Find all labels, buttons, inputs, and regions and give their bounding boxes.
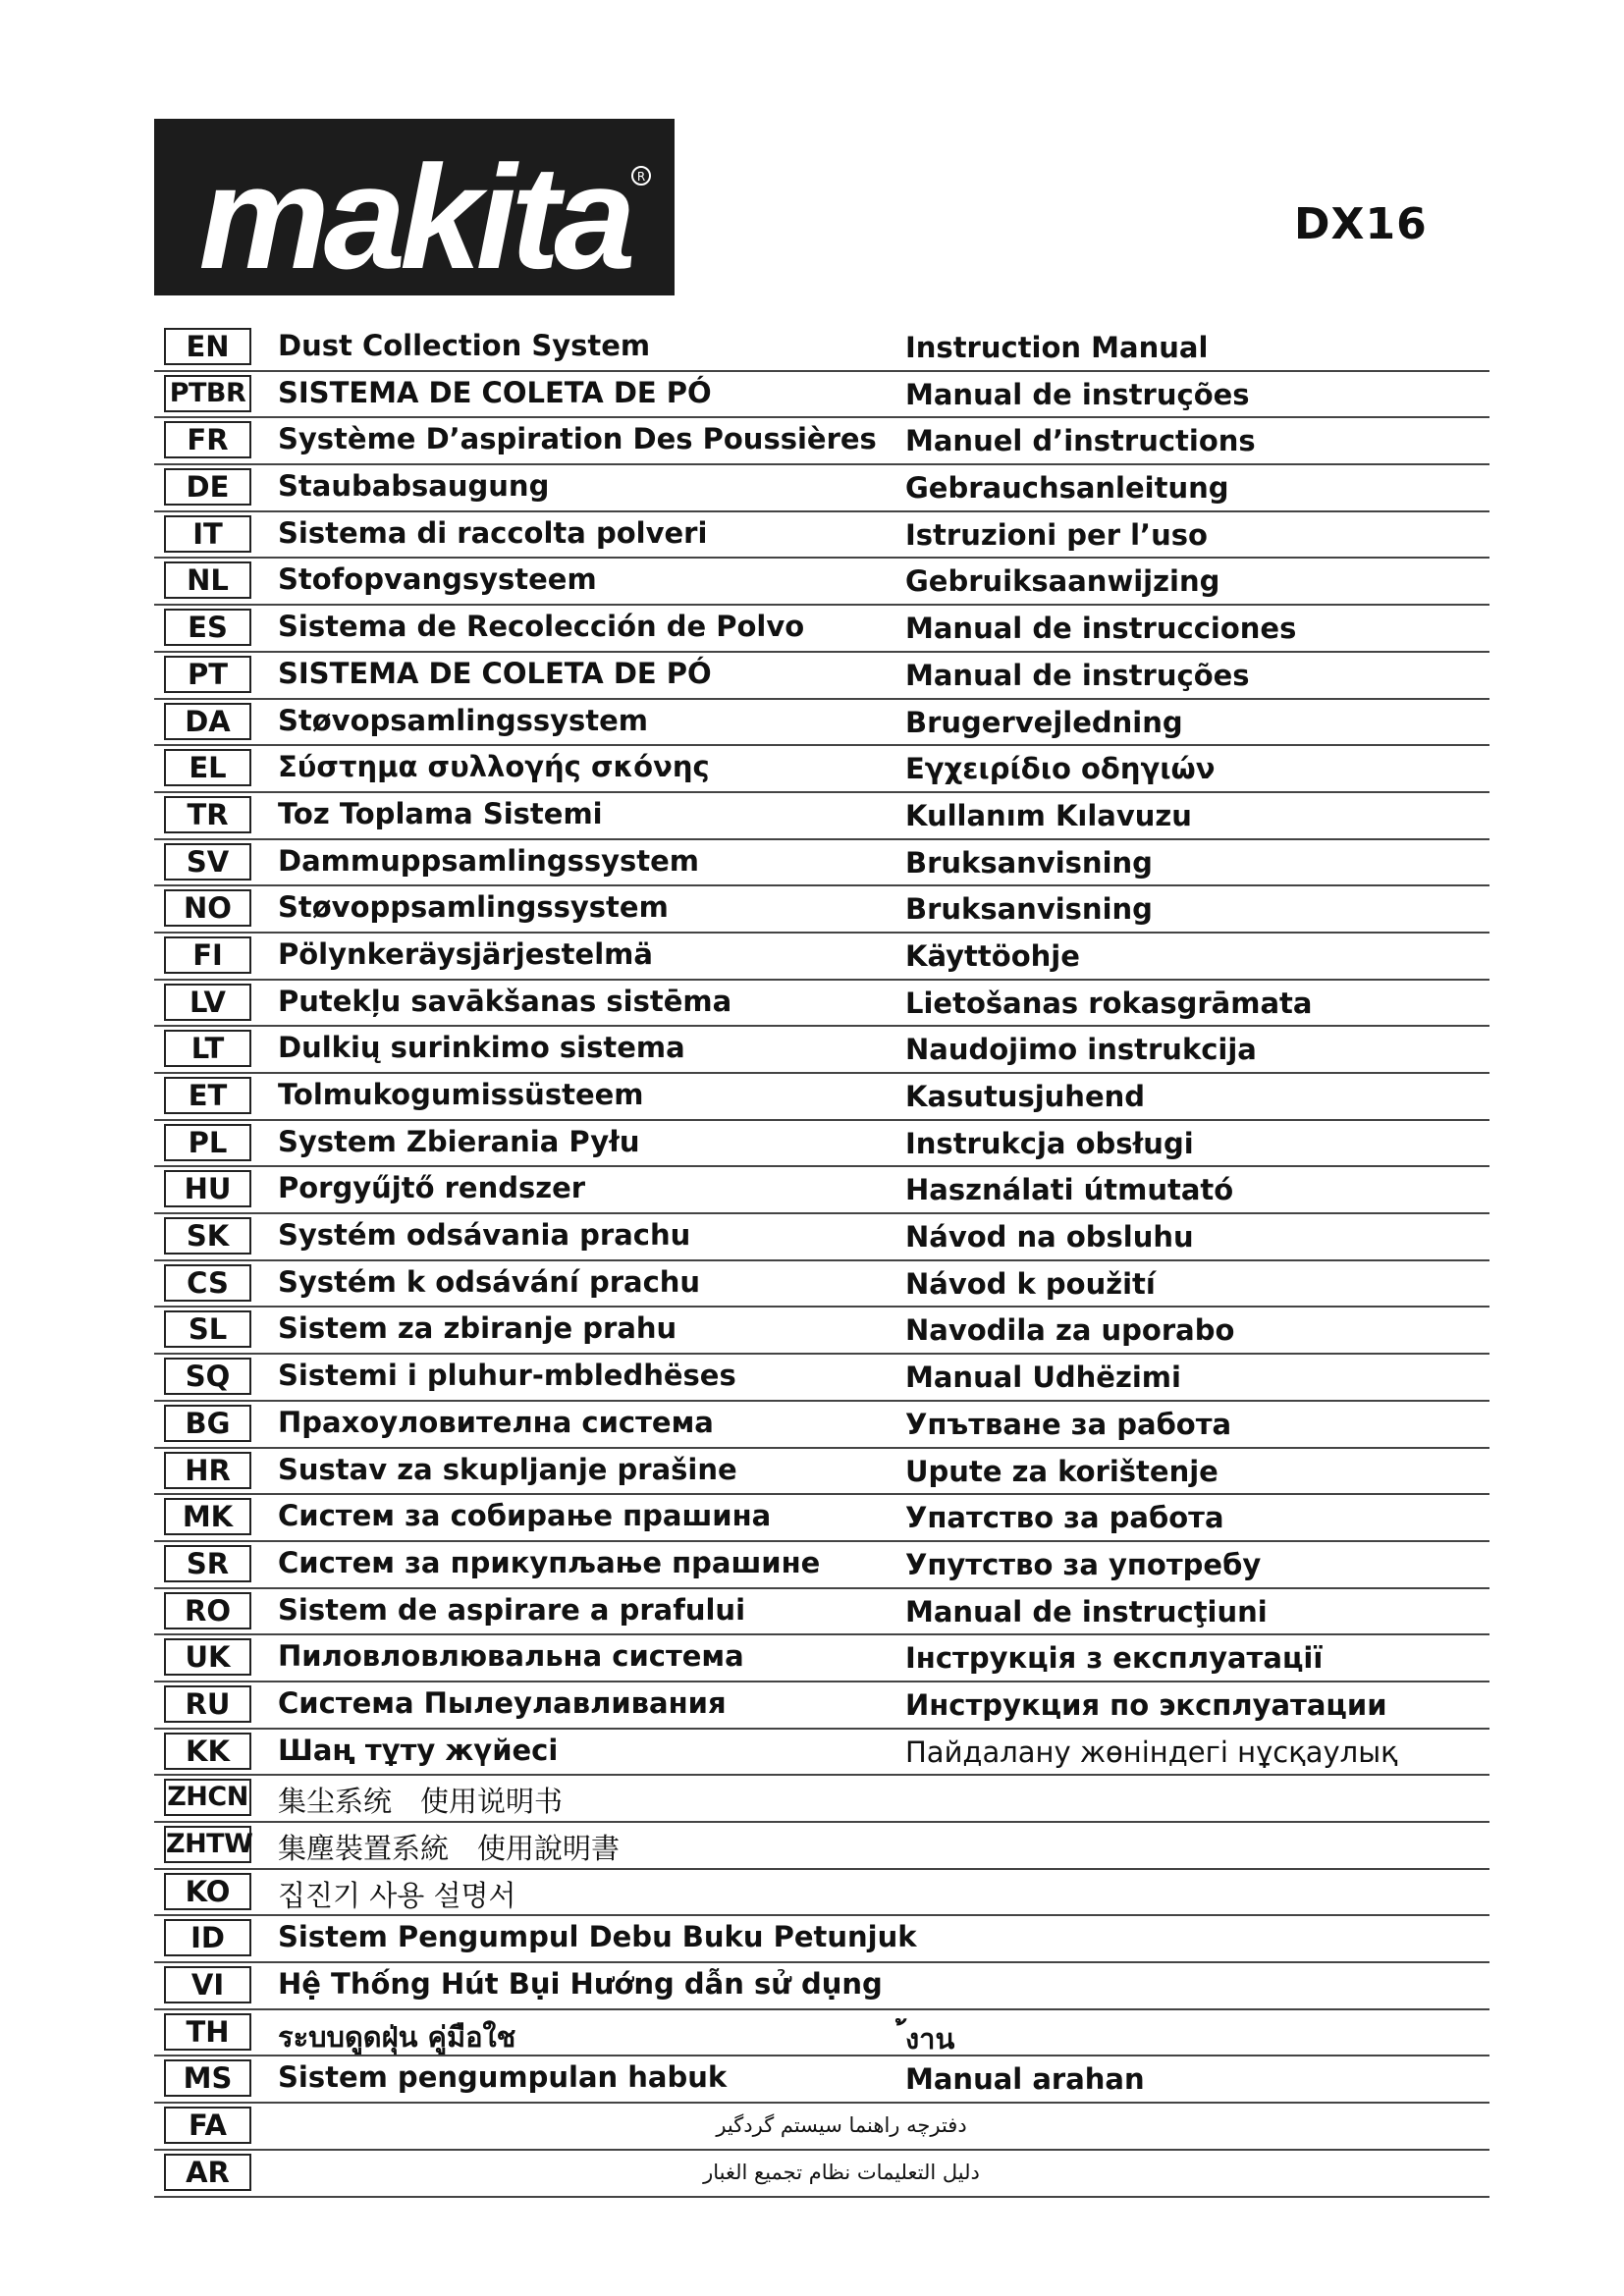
language-code: RO [164, 1592, 251, 1629]
language-code: HR [164, 1452, 251, 1489]
manual-title: Bruksanvisning [905, 892, 1153, 927]
language-row-nl [154, 559, 1489, 606]
language-code: FA [164, 2107, 251, 2144]
language-code: PL [164, 1124, 251, 1161]
language-row-da [154, 700, 1489, 747]
rtl-title: دفترچه راهنما سیستم گردگیر [716, 2113, 967, 2138]
product-title: Система Пылеулавливания [278, 1685, 727, 1720]
language-row-sk [154, 1214, 1489, 1261]
product-title: Sistema di raccolta polveri [278, 515, 708, 550]
product-title: Hệ Thống Hút Bụi Hướng dẫn sử dụng [278, 1967, 883, 2002]
product-title: Sistem za zbiranje prahu [278, 1311, 677, 1346]
language-code: SV [164, 843, 251, 881]
product-title: Støvoppsamlingssystem [278, 890, 669, 925]
product-title: Прахоуловителна система [278, 1405, 714, 1439]
manual-title: Kasutusjuhend [905, 1080, 1146, 1113]
product-title: SISTEMA DE COLETA DE PÓ [278, 375, 712, 409]
language-code: LV [164, 984, 251, 1021]
language-row-en [154, 325, 1489, 372]
language-code: KK [164, 1733, 251, 1770]
manual-title: Kullanım Kılavuzu [905, 798, 1192, 832]
language-code: NL [164, 561, 251, 599]
language-row-es [154, 606, 1489, 653]
language-code: ET [164, 1077, 251, 1114]
product-title: Sustav za skupljanje prašine [278, 1452, 737, 1486]
product-title: Pölynkeräysjärjestelmä [278, 936, 653, 971]
product-title: Système D’aspiration Des Poussières [278, 422, 877, 456]
manual-title: ้งาน [905, 2021, 955, 2056]
language-row-lt [154, 1027, 1489, 1074]
product-title: Пиловловлювальна система [278, 1639, 744, 1674]
language-code: IT [164, 515, 251, 553]
svg-text:R: R [636, 170, 646, 184]
language-row-sq [154, 1355, 1489, 1402]
language-code: FI [164, 936, 251, 974]
product-title: Sistema de Recolección de Polvo [278, 610, 805, 644]
language-row-vi [154, 1963, 1489, 2010]
manual-title: Manual de instruções [905, 377, 1250, 411]
language-row-ko [154, 1870, 1489, 1917]
product-title: ระบบดูดฝุ่น คู่มือใช [278, 2019, 516, 2054]
makita-logo [154, 119, 675, 295]
manual-title: Upute za korištenje [905, 1454, 1218, 1488]
language-row-ptbr [154, 372, 1489, 419]
manual-title: Manual de instruções [905, 658, 1250, 692]
language-code: MK [164, 1498, 251, 1535]
language-row-fi [154, 934, 1489, 981]
language-row-id [154, 1916, 1489, 1963]
product-title: Støvopsamlingssystem [278, 703, 649, 737]
language-code: DA [164, 703, 251, 740]
manual-title: Manuel d’instructions [905, 424, 1256, 458]
language-code: SQ [164, 1358, 251, 1395]
product-title: Dulkių surinkimo sistema [278, 1031, 685, 1065]
product-title: Sistem de aspirare a prafului [278, 1592, 746, 1627]
language-row-de [154, 465, 1489, 512]
manual-title: Návod k použití [905, 1266, 1156, 1301]
language-row-pt [154, 653, 1489, 700]
language-code: NO [164, 889, 251, 927]
language-code: VI [164, 1966, 251, 2003]
manual-title: Návod na obsluhu [905, 1220, 1194, 1255]
language-code: CS [164, 1264, 251, 1302]
language-code: UK [164, 1638, 251, 1676]
product-title: Шаң тұту жүйесі [278, 1733, 559, 1767]
product-title: Σύστημα συλλογής σκόνης [278, 750, 710, 784]
language-code: KO [164, 1873, 251, 1910]
language-code: MS [164, 2059, 251, 2097]
manual-title: Navodila za uporabo [905, 1313, 1235, 1348]
product-title: 集塵裝置系統 使用說明書 [278, 1832, 621, 1865]
product-title: Dammuppsamlingssystem [278, 843, 700, 878]
product-title: Sistem pengumpulan habuk [278, 2060, 728, 2095]
language-code: ZHTW [164, 1826, 251, 1863]
language-row-mk [154, 1495, 1489, 1542]
language-row-it [154, 512, 1489, 560]
manual-title: Manual de instrucciones [905, 612, 1297, 646]
language-row-zhtw [154, 1823, 1489, 1870]
product-title: Dust Collection System [278, 329, 651, 362]
language-row-uk [154, 1635, 1489, 1682]
language-code: AR [164, 2154, 251, 2191]
language-code: BG [164, 1405, 251, 1442]
language-row-sr [154, 1542, 1489, 1589]
language-code: EL [164, 749, 251, 786]
manual-title: Bruksanvisning [905, 845, 1153, 880]
language-list [154, 325, 1489, 2198]
language-row-sl [154, 1308, 1489, 1355]
product-title: Sistemi i pluhur-mbledhëses [278, 1359, 736, 1393]
language-row-no [154, 886, 1489, 934]
manual-title: Пайдалану жөніндегі нұсқаулық [905, 1735, 1398, 1769]
language-code: ES [164, 609, 251, 646]
product-title: Tolmukogumissüsteem [278, 1078, 644, 1111]
language-row-el [154, 746, 1489, 793]
language-code: HU [164, 1170, 251, 1207]
language-code: SR [164, 1545, 251, 1582]
language-code: ID [164, 1919, 251, 1956]
manual-title: Упътване за работа [905, 1407, 1232, 1441]
language-row-tr [154, 793, 1489, 840]
product-title: Систем за прикупљање прашине [278, 1545, 821, 1579]
language-row-fr [154, 418, 1489, 465]
language-row-kk [154, 1730, 1489, 1777]
manual-title: Інструкція з експлуатації [905, 1641, 1324, 1676]
manual-title: Instruction Manual [905, 331, 1209, 364]
product-title: SISTEMA DE COLETA DE PÓ [278, 656, 712, 690]
language-row-et [154, 1074, 1489, 1121]
product-title: Sistem Pengumpul Debu Buku Petunjuk [278, 1920, 917, 1954]
manual-title: Lietošanas rokasgrāmata [905, 986, 1313, 1020]
manual-title: Gebruiksaanwijzing [905, 564, 1220, 599]
manual-title: Instrukcja obsługi [905, 1126, 1194, 1160]
product-title: 集尘系统 使用说明书 [278, 1785, 564, 1819]
manual-title: Εγχειρίδιο οδηγιών [905, 752, 1216, 786]
language-row-cs [154, 1261, 1489, 1308]
language-code: SL [164, 1310, 251, 1348]
product-title: Porgyűjtő rendszer [278, 1171, 586, 1205]
product-title: Putekļu savākšanas sistēma [278, 984, 732, 1018]
language-code: DE [164, 468, 251, 506]
language-code: ZHCN [164, 1779, 251, 1816]
manual-title: Istruzioni per l’uso [905, 517, 1208, 552]
manual-title: Упутство за употребу [905, 1547, 1262, 1581]
manual-title: Упатство за работа [905, 1501, 1224, 1535]
rtl-title: دليل التعليمات نظام تجميع الغبار [703, 2160, 980, 2184]
product-title: Stofopvangsysteem [278, 562, 597, 597]
language-row-hu [154, 1167, 1489, 1214]
language-row-hr [154, 1449, 1489, 1496]
language-code: TR [164, 796, 251, 833]
product-title: Systém k odsávání prachu [278, 1264, 701, 1299]
language-code: SK [164, 1217, 251, 1255]
language-row-lv [154, 981, 1489, 1028]
language-row-zhcn [154, 1776, 1489, 1823]
language-code: EN [164, 328, 251, 365]
manual-title: Használati útmutató [905, 1173, 1234, 1207]
manual-title: Manual de instrucţiuni [905, 1594, 1268, 1629]
manual-title: Manual Udhëzimi [905, 1361, 1181, 1395]
product-title: Toz Toplama Sistemi [278, 796, 603, 830]
manual-title: Brugervejledning [905, 705, 1183, 739]
language-row-sv [154, 840, 1489, 887]
language-code: TH [164, 2013, 251, 2051]
language-code: PT [164, 656, 251, 693]
language-code: PTBR [164, 375, 251, 412]
manual-title: Gebrauchsanleitung [905, 471, 1229, 506]
language-row-ms [154, 2056, 1489, 2104]
language-code: RU [164, 1685, 251, 1723]
svg-text:makita: makita [198, 134, 630, 295]
model-number: DX16 [1294, 199, 1428, 249]
language-row-ru [154, 1682, 1489, 1730]
language-row-pl [154, 1121, 1489, 1168]
language-code: FR [164, 421, 251, 458]
language-row-ro [154, 1589, 1489, 1636]
language-row-ar [154, 2151, 1489, 2198]
language-row-fa [154, 2104, 1489, 2151]
manual-title: Naudojimo instrukcija [905, 1033, 1257, 1067]
product-title: Staubabsaugung [278, 469, 550, 504]
product-title: Systém odsávania prachu [278, 1218, 691, 1253]
manual-title: Manual arahan [905, 2062, 1145, 2097]
manual-title: Инструкция по эксплуатации [905, 1687, 1387, 1722]
product-title: System Zbierania Pyłu [278, 1124, 640, 1158]
manual-title: Käyttöohje [905, 938, 1080, 973]
language-row-th [154, 2010, 1489, 2057]
language-code: LT [164, 1030, 251, 1067]
product-title: 집진기 사용 설명서 [278, 1878, 516, 1912]
language-row-bg [154, 1402, 1489, 1449]
product-title: Систем за собирање прашина [278, 1499, 772, 1533]
